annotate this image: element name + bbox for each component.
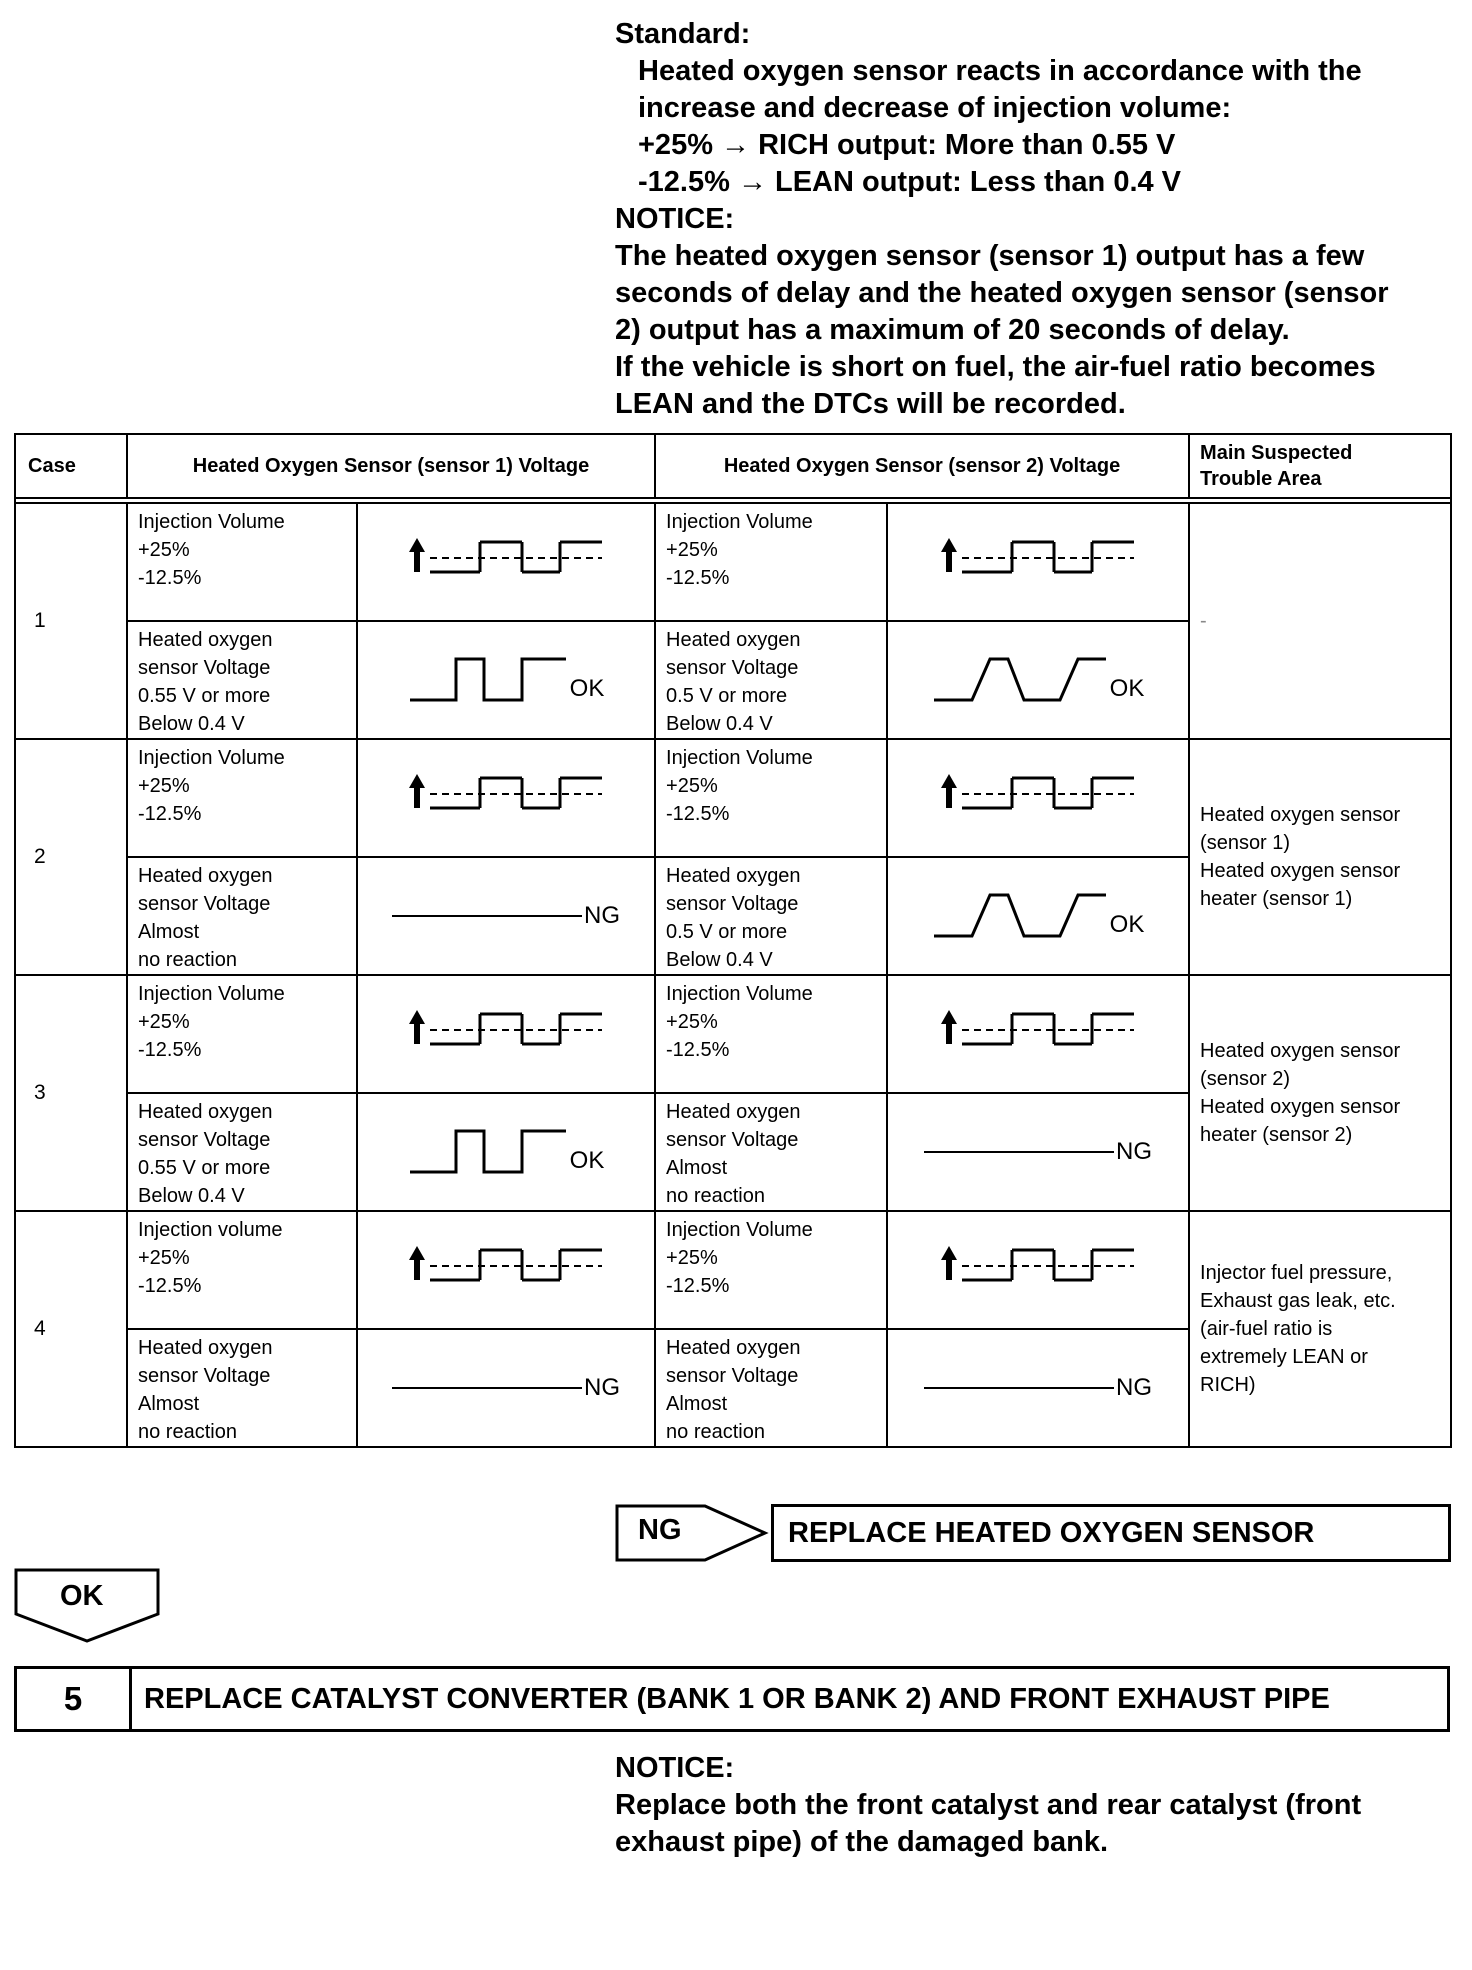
injection-volume-label: [127, 1211, 357, 1329]
notice-line: seconds of delay and the heated oxygen sensor (sensor: [615, 277, 1389, 309]
result-label: NG: [584, 1374, 620, 1401]
flat-line-icon: [924, 1147, 1114, 1157]
footer-notice-line: Replace both the front catalyst and rear catalyst (front: [615, 1789, 1362, 1821]
cell-text-line: Almost: [666, 1393, 728, 1415]
cell-text-line: +25%: [666, 775, 718, 797]
cell-text-line: Injector fuel pressure,: [1200, 1262, 1393, 1284]
cell-text-line: Heated oxygen: [138, 1337, 273, 1359]
cell-text-line: +25%: [138, 539, 190, 561]
sensor1-injection-signal: [357, 1211, 655, 1329]
trouble-area: [1189, 739, 1451, 975]
result-label: OK: [1109, 910, 1145, 938]
cell-text-line: -12.5%: [138, 567, 202, 589]
sensor1-injection-signal: [357, 975, 655, 1093]
cell-text-line: Heated oxygen: [138, 865, 273, 887]
cell-text-line: Exhaust gas leak, etc.: [1200, 1290, 1396, 1312]
table-row: [15, 975, 1451, 1093]
sensor1-voltage-signal: [357, 1329, 655, 1447]
sensor2-injection-signal: [887, 1211, 1189, 1329]
cell-text-line: Heated oxygen: [666, 865, 801, 887]
cell-text-line: no reaction: [666, 1185, 765, 1207]
cell-text-line: +25%: [138, 1011, 190, 1033]
injection-waveform-icon: [408, 536, 604, 584]
header-case: Case: [15, 434, 127, 498]
injection-volume-label: [655, 503, 887, 621]
table-row: [15, 503, 1451, 621]
cell-text-line: extremely LEAN or: [1200, 1346, 1368, 1368]
trouble-area: [1189, 1211, 1451, 1447]
cell-text-line: no reaction: [666, 1421, 765, 1443]
cell-text-line: Almost: [138, 921, 200, 943]
sensor2-voltage-signal: [887, 621, 1189, 739]
sensor1-voltage-signal: [357, 621, 655, 739]
cell-text-line: (air-fuel ratio is: [1200, 1318, 1333, 1340]
injection-waveform-icon: [408, 772, 604, 820]
cell-text-line: Almost: [138, 1393, 200, 1415]
ok-label: OK: [60, 1580, 104, 1612]
cell-text-line: -: [1200, 610, 1207, 632]
cell-text-line: Injection Volume: [666, 511, 813, 533]
injection-volume-label: [655, 1211, 887, 1329]
footer-notice-label: NOTICE:: [615, 1752, 735, 1784]
footer-notice-line: exhaust pipe) of the damaged bank.: [615, 1826, 1109, 1858]
cell-text-line: +25%: [138, 1247, 190, 1269]
cell-text-line: RICH): [1200, 1374, 1256, 1396]
cell-text-line: sensor Voltage: [138, 657, 271, 679]
cell-text-line: Heated oxygen: [666, 629, 801, 651]
result-label: NG: [584, 902, 620, 929]
standard-label: Standard:: [615, 18, 751, 50]
standard-text-1: Heated oxygen sensor reacts in accordance with the: [638, 55, 1362, 87]
step-title: REPLACE CATALYST CONVERTER (BANK 1 OR BANK 2) AND FRONT EXHAUST PIPE: [144, 1682, 1330, 1715]
sensor-voltage-label: [127, 621, 357, 739]
square-wave-icon: [408, 1125, 568, 1175]
cell-text-line: -12.5%: [666, 803, 730, 825]
cell-text-line: Below 0.4 V: [138, 1185, 245, 1207]
ok-waveform: [932, 889, 1145, 939]
case-number: 1: [15, 503, 127, 739]
injection-waveform-icon: [408, 1008, 604, 1056]
header-sensor1: Heated Oxygen Sensor (sensor 1) Voltage: [127, 434, 655, 498]
notice-label: NOTICE:: [615, 203, 735, 235]
sensor-voltage-label: [127, 857, 357, 975]
sensor-voltage-label: [655, 621, 887, 739]
table-header-row: [15, 434, 1451, 498]
ok-waveform: [408, 1125, 605, 1175]
cell-text-line: sensor Voltage: [138, 1129, 271, 1151]
sensor2-injection-signal: [887, 975, 1189, 1093]
standard-section: [615, 16, 1455, 423]
cell-text-line: Injection Volume: [138, 747, 285, 769]
replace-heated-oxygen-sensor-box: REPLACE HEATED OXYGEN SENSOR: [771, 1504, 1451, 1562]
cell-text-line: sensor Voltage: [138, 893, 271, 915]
ok-arrow: [14, 1568, 162, 1649]
injection-waveform-icon: [940, 1244, 1136, 1292]
cell-text-line: (sensor 1): [1200, 832, 1291, 854]
ok-waveform: [932, 653, 1145, 703]
cell-text-line: Heated oxygen: [666, 1101, 801, 1123]
ng-waveform: [924, 1138, 1152, 1166]
sensor-voltage-label: [127, 1093, 357, 1211]
cell-text-line: Heated oxygen sensor: [1200, 860, 1401, 882]
injection-volume-label: [127, 975, 357, 1093]
case-number: 4: [15, 1211, 127, 1447]
table-row: [15, 739, 1451, 857]
cell-text-line: Heated oxygen sensor: [1200, 1040, 1401, 1062]
result-label: OK: [569, 1146, 605, 1174]
sensor2-voltage-signal: [887, 857, 1189, 975]
cell-text-line: sensor Voltage: [666, 893, 799, 915]
cell-text-line: 0.55 V or more: [138, 1157, 271, 1179]
flat-line-icon: [392, 911, 582, 921]
trouble-area: [1189, 975, 1451, 1211]
cell-text-line: +25%: [138, 775, 190, 797]
cell-text-line: Heated oxygen: [138, 1101, 273, 1123]
cell-text-line: Almost: [666, 1157, 728, 1179]
ng-label: NG: [638, 1514, 682, 1546]
sensor2-injection-signal: [887, 739, 1189, 857]
cell-text-line: Injection Volume: [138, 511, 285, 533]
cell-text-line: no reaction: [138, 1421, 237, 1443]
injection-waveform-icon: [940, 536, 1136, 584]
notice-line: 2) output has a maximum of 20 seconds of delay.: [615, 314, 1290, 346]
rich-line: +25% → RICH output: More than 0.55 V: [638, 129, 1176, 161]
ng-waveform: [924, 1374, 1152, 1402]
step-5-box: [14, 1666, 1450, 1732]
header-sensor2: Heated Oxygen Sensor (sensor 2) Voltage: [655, 434, 1189, 498]
cell-text-line: 0.5 V or more: [666, 685, 788, 707]
cell-text-line: Injection volume: [138, 1219, 283, 1241]
cell-text-line: Heated oxygen sensor: [1200, 1096, 1401, 1118]
ng-waveform: [392, 1374, 620, 1402]
step-number: 5: [17, 1669, 132, 1729]
sensor-voltage-label: [655, 1329, 887, 1447]
notice-line: If the vehicle is short on fuel, the air-fuel ratio becomes: [615, 351, 1376, 383]
cell-text-line: Injection Volume: [138, 983, 285, 1005]
cell-text-line: Heated oxygen sensor: [1200, 804, 1401, 826]
cell-text-line: sensor Voltage: [666, 1365, 799, 1387]
cell-text-line: Below 0.4 V: [138, 713, 245, 735]
sensor-voltage-table: [14, 433, 1452, 1448]
header-area-line: Main Suspected: [1200, 442, 1353, 464]
cell-text-line: heater (sensor 2): [1200, 1124, 1353, 1146]
result-label: OK: [569, 674, 605, 702]
cell-text-line: Below 0.4 V: [666, 713, 773, 735]
cell-text-line: Injection Volume: [666, 983, 813, 1005]
result-label: NG: [1116, 1374, 1153, 1401]
flat-line-icon: [392, 1383, 582, 1393]
case-number: 3: [15, 975, 127, 1211]
notice-line: LEAN and the DTCs will be recorded.: [615, 388, 1126, 420]
cell-text-line: -12.5%: [138, 803, 202, 825]
cell-text-line: sensor Voltage: [666, 1129, 799, 1151]
injection-volume-label: [655, 739, 887, 857]
sensor2-voltage-signal: [887, 1093, 1189, 1211]
injection-volume-label: [127, 503, 357, 621]
cell-text-line: Heated oxygen: [666, 1337, 801, 1359]
cell-text-line: no reaction: [138, 949, 237, 971]
cell-text-line: 0.55 V or more: [138, 685, 271, 707]
cell-text-line: +25%: [666, 1011, 718, 1033]
cell-text-line: +25%: [666, 539, 718, 561]
cell-text-line: Heated oxygen: [138, 629, 273, 651]
ok-waveform: [408, 653, 605, 703]
ng-arrow: [615, 1504, 775, 1567]
lean-line: -12.5% → LEAN output: Less than 0.4 V: [638, 166, 1182, 198]
sensor2-voltage-signal: [887, 1329, 1189, 1447]
cell-text-line: Below 0.4 V: [666, 949, 773, 971]
sensor-voltage-label: [655, 1093, 887, 1211]
result-label: OK: [1109, 674, 1145, 702]
sloped-wave-icon: [932, 653, 1108, 703]
cell-text-line: +25%: [666, 1247, 718, 1269]
sensor1-injection-signal: [357, 503, 655, 621]
cell-text-line: -12.5%: [666, 567, 730, 589]
cell-text-line: -12.5%: [666, 1039, 730, 1061]
cell-text-line: Injection Volume: [666, 1219, 813, 1241]
standard-text-2: increase and decrease of injection volume:: [638, 92, 1232, 124]
injection-volume-label: [127, 739, 357, 857]
table-row: [15, 1211, 1451, 1329]
cell-text-line: -12.5%: [138, 1039, 202, 1061]
cell-text-line: -12.5%: [666, 1275, 730, 1297]
injection-volume-label: [655, 975, 887, 1093]
cell-text-line: heater (sensor 1): [1200, 888, 1353, 910]
result-label: NG: [1116, 1138, 1153, 1165]
flat-line-icon: [924, 1383, 1114, 1393]
sensor1-voltage-signal: [357, 857, 655, 975]
cell-text-line: -12.5%: [138, 1275, 202, 1297]
sensor-voltage-label: [127, 1329, 357, 1447]
sensor1-injection-signal: [357, 739, 655, 857]
ng-waveform: [392, 902, 620, 930]
injection-waveform-icon: [940, 1008, 1136, 1056]
injection-waveform-icon: [408, 1244, 604, 1292]
injection-waveform-icon: [940, 772, 1136, 820]
header-trouble-area: [1189, 434, 1451, 498]
sensor1-voltage-signal: [357, 1093, 655, 1211]
cell-text-line: (sensor 2): [1200, 1068, 1291, 1090]
sensor-voltage-label: [655, 857, 887, 975]
trouble-area: [1189, 503, 1451, 739]
sensor2-injection-signal: [887, 503, 1189, 621]
header-area-line: Trouble Area: [1200, 468, 1322, 490]
notice-line: The heated oxygen sensor (sensor 1) output has a few: [615, 240, 1365, 272]
cell-text-line: Injection Volume: [666, 747, 813, 769]
cell-text-line: 0.5 V or more: [666, 921, 788, 943]
footer-notice: [615, 1750, 1455, 1861]
cell-text-line: sensor Voltage: [666, 657, 799, 679]
square-wave-icon: [408, 653, 568, 703]
sloped-wave-icon: [932, 889, 1108, 939]
case-number: 2: [15, 739, 127, 975]
cell-text-line: sensor Voltage: [138, 1365, 271, 1387]
